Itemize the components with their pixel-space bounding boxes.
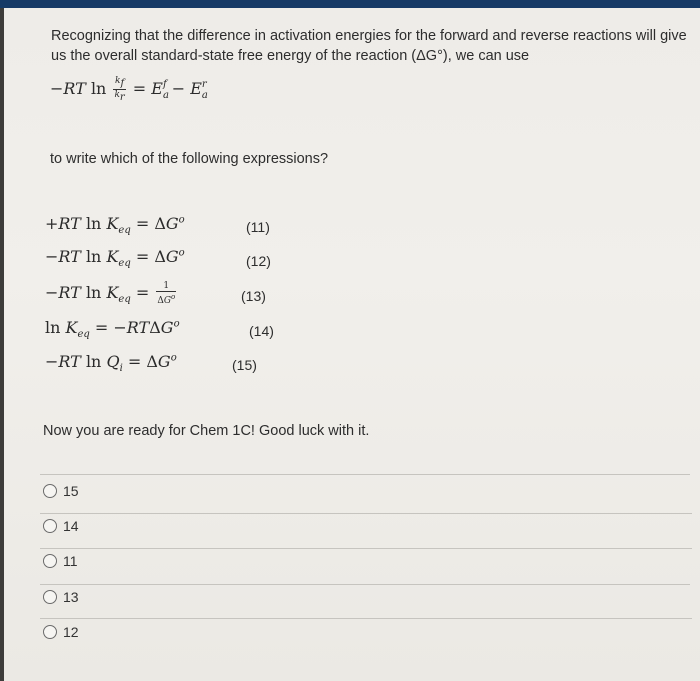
expression-13: −RT $\ln K_{eq}$ = $\frac{1}{\Delta G^o}$ bbox=[45, 281, 176, 306]
radio-button[interactable] bbox=[43, 519, 57, 533]
divider bbox=[40, 474, 690, 475]
answer-option-15[interactable] bbox=[43, 479, 79, 503]
answer-option-11[interactable] bbox=[43, 549, 78, 573]
option-label: 15 bbox=[63, 483, 79, 499]
option-label: 14 bbox=[63, 518, 79, 534]
expression-number: (14) bbox=[249, 323, 274, 339]
answer-option-12[interactable] bbox=[43, 620, 79, 644]
answer-option-14[interactable] bbox=[43, 514, 79, 538]
option-label: 11 bbox=[63, 553, 78, 569]
expression-number: (13) bbox=[241, 288, 266, 304]
expression-14: $\ln K_{eq} = -RT\Delta G^o$ bbox=[45, 318, 180, 341]
expression-15: −RT $\ln Q_i = \Delta G^o$ bbox=[45, 352, 177, 375]
intro-text: Recognizing that the difference in activation energies for the forward and reverse reactions will give us the overall standard-state free energy of the reaction (ΔG°), we can use bbox=[51, 28, 687, 64]
expression-11: +RT $\ln K_{eq} = \Delta G^o$ bbox=[45, 214, 185, 237]
expression-number: (12) bbox=[246, 253, 271, 269]
answer-option-13[interactable] bbox=[43, 585, 79, 609]
divider bbox=[40, 548, 692, 549]
option-label: 13 bbox=[63, 589, 79, 605]
top-bar bbox=[0, 0, 700, 8]
radio-button[interactable] bbox=[43, 625, 57, 639]
rate-constant-fraction: $\frac{k_f}{k_r}$ bbox=[114, 76, 125, 103]
question-text: to write which of the following expressions? bbox=[50, 151, 329, 167]
main-equation: −RT ln $\frac{k_f}{k_r}$ = $E_a^f - E_a^r$ bbox=[50, 76, 208, 103]
radio-button[interactable] bbox=[43, 590, 57, 604]
divider bbox=[40, 513, 692, 514]
expression-number: (11) bbox=[246, 219, 270, 235]
expression-number: (15) bbox=[232, 357, 257, 373]
expression-12: −RT $\ln K_{eq} = \Delta G^o$ bbox=[45, 247, 185, 270]
divider bbox=[40, 584, 690, 585]
closing-text: Now you are ready for Chem 1C! Good luck with it. bbox=[43, 423, 370, 439]
radio-button[interactable] bbox=[43, 484, 57, 498]
radio-button[interactable] bbox=[43, 554, 57, 568]
left-edge bbox=[0, 8, 4, 681]
option-label: 12 bbox=[63, 624, 79, 640]
divider bbox=[40, 618, 692, 619]
